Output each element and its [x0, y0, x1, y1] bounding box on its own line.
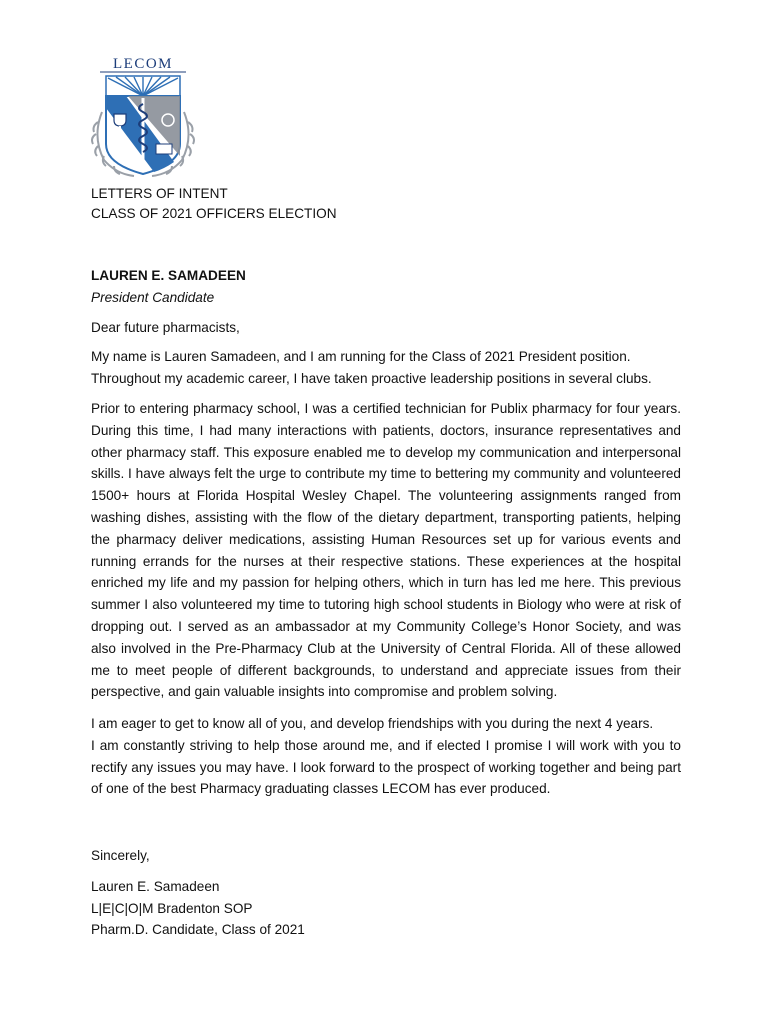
- heading-line-1: LETTERS OF INTENT: [91, 186, 228, 201]
- paragraph-intro: My name is Lauren Samadeen, and I am running for the Class of 2021 President position. Throughout my academic career, I have taken proactive leadership positions in several clubs.: [91, 349, 652, 386]
- lecom-logo: [88, 52, 198, 182]
- paragraph-closing: [91, 713, 681, 800]
- sunburst-icon: [106, 76, 180, 96]
- signature-block: [91, 876, 681, 941]
- candidate-role: President Candidate: [91, 289, 215, 305]
- greeting: Dear future pharmacists,: [91, 320, 240, 335]
- heading-line-2: CLASS OF 2021 OFFICERS ELECTION: [91, 206, 337, 221]
- candidate-block: [91, 265, 681, 309]
- shield-icon: [106, 96, 180, 174]
- signature-title: Pharm.D. Candidate, Class of 2021: [91, 922, 305, 937]
- sign-off: Sincerely,: [91, 848, 150, 863]
- signature-school: L|E|C|O|M Bradenton SOP: [91, 900, 253, 916]
- logo-wordmark: LECOM: [113, 56, 173, 72]
- paragraph-experience: Prior to entering pharmacy school, I was a certified technician for Publix pharmacy for four years. During this time, I had many interactions with patients, doctors, insurance representatives and other pharmacy staff. This exposure enabled me to develop my communication and interpersonal skills. I have always felt the urge to contribute my time to bettering my community and volunteered 1500+ hours at Florida Hospital Wesley Chapel. The volunteering assignments ranged from washing dishes, assisting with the flow of the dietary department, transporting patients, helping the pharmacy deliver medications, assisting Human Resources set up for various events and running errands for the nurses at their respective stations. These experiences at the hospital enriched my life and my passion for helping others, which in turn has led me here. This previous summer I also volunteered my time to tutoring high school students in Biology who were at risk of dropping out. I served as an ambassador at my Community College’s Honor Society, and was also involved in the Pre-Pharmacy Club at the University of Central Florida. All of these allowed me to meet people of different backgrounds, to understand and appreciate issues from their perspective, and gain valuable insights into compromise and problem solving.: [91, 401, 681, 700]
- candidate-name: LAUREN E. SAMADEEN: [91, 268, 246, 283]
- paragraph-closing-rest: I am constantly striving to help those around me, and if elected I promise I will work with you to rectify any issues you may have. I look forward to the prospect of working together and being part of one of the best Pharmacy graduating classes LECOM has ever produced.: [91, 737, 681, 797]
- paragraph-closing-line-1: I am eager to get to know all of you, and develop friendships with you during the next 4 years.: [91, 716, 654, 731]
- signature-name: Lauren E. Samadeen: [91, 879, 220, 894]
- letter-heading: [91, 184, 681, 224]
